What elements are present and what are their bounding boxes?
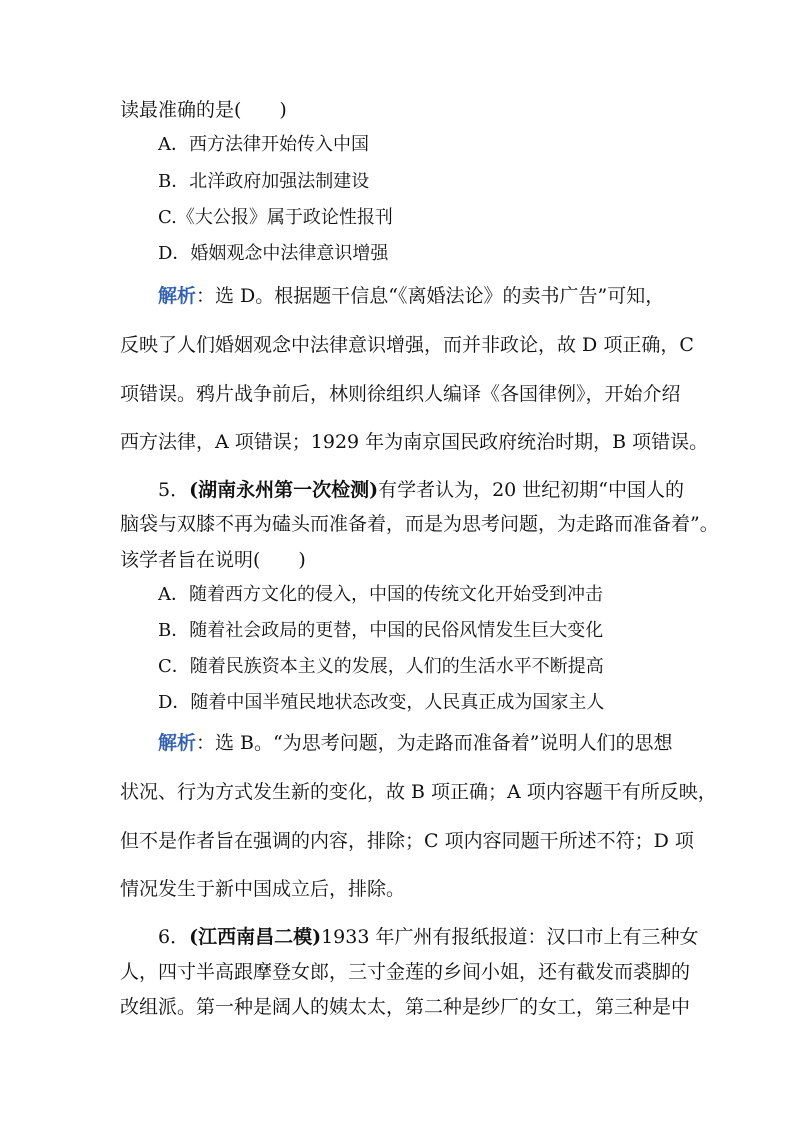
q6-number: 6． <box>158 926 190 948</box>
q4-analysis-line-2: 反映了人们婚姻观念中法律意识增强，而并非政论，故 D 项正确，C <box>120 334 694 356</box>
q5-analysis-line-4: 情况发生于新中国成立后，排除。 <box>120 878 406 900</box>
q5-option-b: B．随着社会政局的更替，中国的民俗风情发生巨大变化 <box>158 620 604 641</box>
q4-option-b: B．北洋政府加强法制建设 <box>158 171 370 192</box>
q4-option-a: A．西方法律开始传入中国 <box>158 134 369 155</box>
q5-option-d: D．随着中国半殖民地状态改变，人民真正成为国家主人 <box>158 692 605 713</box>
q4-analysis-line-3: 项错误。鸦片战争前后，林则徐组织人编译《各国律例》，开始介绍 <box>120 383 681 405</box>
q4-stem-tail: 读最准确的是( ) <box>120 99 287 121</box>
q5-stem-text-1: 有学者认为，20 世纪初期“中国人的 <box>378 479 685 501</box>
q5-analysis-line-2: 状况、行为方式发生新的变化，故 B 项正确；A 项内容题干有所反映， <box>120 781 717 803</box>
q5-source: (湖南永州第一次检测) <box>189 479 379 501</box>
q4-option-c: C.《大公报》属于政论性报刊 <box>158 207 393 228</box>
q4-analysis-text-1: ：选 D。根据题干信息“《离婚法论》的卖书广告”可知， <box>196 285 665 307</box>
q5-stem-line-2: 脑袋与双膝不再为磕头而准备着，而是为思考问题，为走路而准备着”。 <box>120 513 719 535</box>
q4-analysis-line-1 <box>158 284 664 308</box>
q6-stem-text-1: 1933 年广州有报纸报道：汉口市上有三种女 <box>321 926 699 948</box>
q6-stem-line-2: 人，四寸半高跟摩登女郎，三寸金莲的乡间小姐，还有截发而裘脚的 <box>120 961 691 983</box>
q5-number: 5． <box>158 479 190 501</box>
q5-analysis-label: 解析 <box>158 732 197 754</box>
q5-option-a: A．随着西方文化的侵入，中国的传统文化开始受到冲击 <box>158 584 603 605</box>
q5-analysis-line-1 <box>158 731 672 755</box>
q6-stem-line-1 <box>158 925 698 949</box>
q5-stem-line-1 <box>158 478 684 502</box>
q5-analysis-line-3: 但不是作者旨在强调的内容，排除；C 项内容同题干所述不符；D 项 <box>120 830 694 852</box>
q4-analysis-line-4: 西方法律，A 项错误；1929 年为南京国民政府统治时期，B 项错误。 <box>120 431 709 453</box>
q6-stem-line-3: 改组派。第一种是阔人的姨太太，第二种是纱厂的女工，第三种是中 <box>120 996 691 1018</box>
q5-analysis-text-1: ：选 B。“为思考问题，为走路而准备着”说明人们的思想 <box>196 732 673 754</box>
q4-option-d: D．婚姻观念中法律意识增强 <box>158 243 389 264</box>
q6-source: (江西南昌二模) <box>189 926 322 948</box>
q5-option-c: C．随着民族资本主义的发展，人们的生活水平不断提高 <box>158 656 604 677</box>
q4-analysis-label: 解析 <box>158 285 197 307</box>
q5-stem-line-3: 该学者旨在说明( ) <box>120 549 306 571</box>
